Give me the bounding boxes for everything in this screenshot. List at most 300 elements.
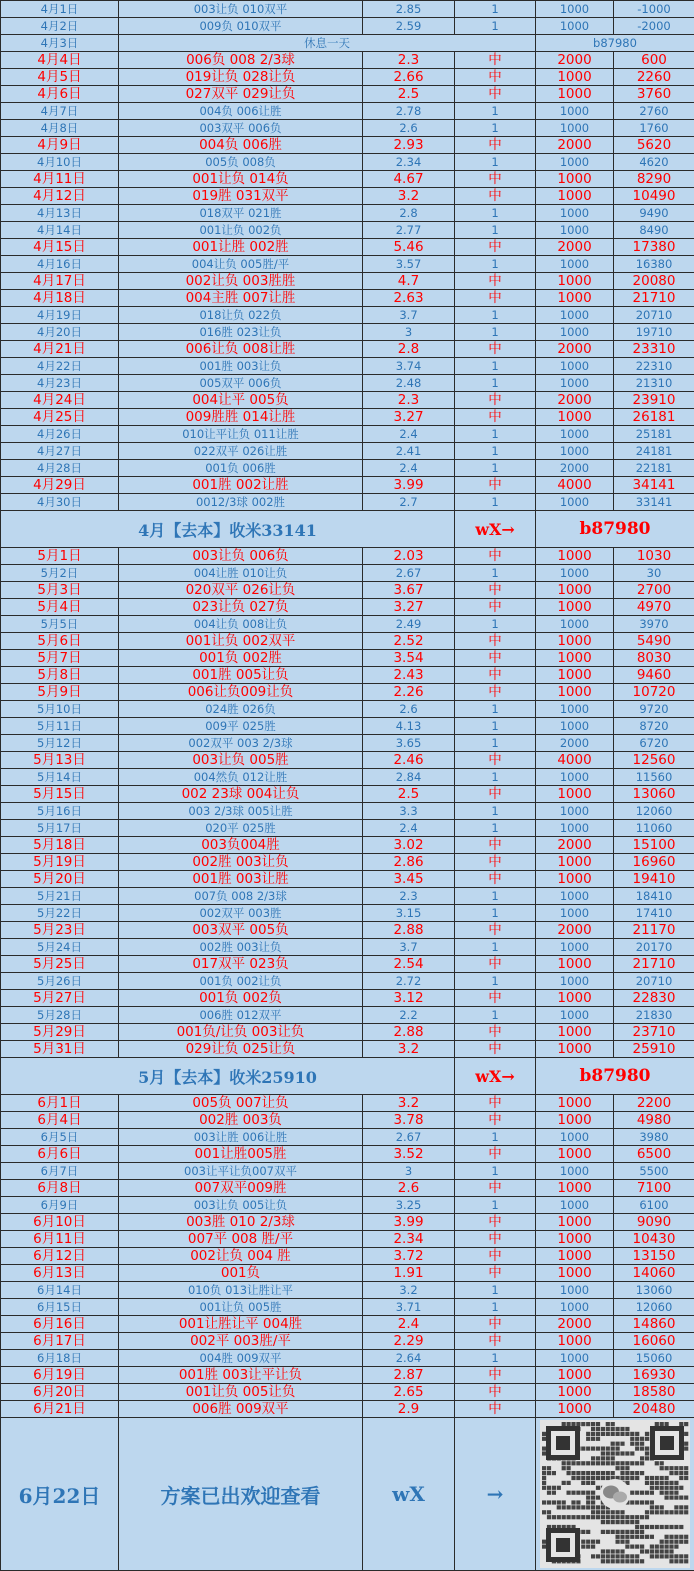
result-cell: 1 xyxy=(455,1163,536,1180)
stake-cell: 1000 xyxy=(536,307,614,324)
balance-cell: 8720 xyxy=(614,718,694,735)
result-cell: 1 xyxy=(455,565,536,582)
balance-cell: 21710 xyxy=(614,290,694,307)
balance-cell: 12560 xyxy=(614,752,694,769)
result-cell: 中 xyxy=(455,1333,536,1350)
stake-cell: 1000 xyxy=(536,1401,614,1418)
balance-cell: 3760 xyxy=(614,86,694,103)
date-cell: 5月17日 xyxy=(1,820,119,837)
pick-cell: 001让胜让平 004胜 xyxy=(119,1316,363,1333)
month-summary-row xyxy=(1,511,694,548)
balance-cell: 12060 xyxy=(614,1299,694,1316)
pick-cell: 007双平009胜 xyxy=(119,1180,363,1197)
pick-cell: 001负/让负 003让负 xyxy=(119,1024,363,1041)
odds-cell: 3.15 xyxy=(363,905,455,922)
date-cell: 5月26日 xyxy=(1,973,119,990)
result-cell: 1 xyxy=(455,1299,536,1316)
date-cell: 6月1日 xyxy=(1,1095,119,1112)
balance-cell: 9090 xyxy=(614,1214,694,1231)
result-cell: 1 xyxy=(455,426,536,443)
odds-cell: 3.02 xyxy=(363,837,455,854)
table-row xyxy=(1,735,694,752)
pick-cell: 001胜 005让负 xyxy=(119,667,363,684)
balance-cell: 33141 xyxy=(614,494,694,511)
stake-cell: 1000 xyxy=(536,820,614,837)
pick-cell: 002平 003胜/平 xyxy=(119,1333,363,1350)
odds-cell: 2.9 xyxy=(363,1401,455,1418)
pick-cell: 002让负 004 胜 xyxy=(119,1248,363,1265)
table-row xyxy=(1,667,694,684)
result-cell: 中 xyxy=(455,69,536,86)
table-row xyxy=(1,786,694,803)
balance-cell: 8290 xyxy=(614,171,694,188)
result-cell: 中 xyxy=(455,990,536,1007)
date-cell: 5月6日 xyxy=(1,633,119,650)
stake-cell: 1000 xyxy=(536,188,614,205)
qr-code-icon[interactable] xyxy=(540,1420,690,1568)
pick-cell: 001胜 002让胜 xyxy=(119,477,363,494)
pick-cell: 004主胜 007让胜 xyxy=(119,290,363,307)
result-cell: 1 xyxy=(455,256,536,273)
stake-cell: 1000 xyxy=(536,171,614,188)
odds-cell: 2.8 xyxy=(363,341,455,358)
result-cell: 1 xyxy=(455,1197,536,1214)
odds-cell: 3.52 xyxy=(363,1146,455,1163)
pick-cell: 010让平让负 011让胜 xyxy=(119,426,363,443)
table-row xyxy=(1,1231,694,1248)
balance-cell: 1760 xyxy=(614,120,694,137)
stake-cell: 1000 xyxy=(536,1007,614,1024)
odds-cell: 2.29 xyxy=(363,1333,455,1350)
stake-cell: 1000 xyxy=(536,565,614,582)
odds-cell: 2.2 xyxy=(363,1007,455,1024)
table-row xyxy=(1,1367,694,1384)
pick-cell: 001负 002负 xyxy=(119,990,363,1007)
pick-cell: 003双平 005负 xyxy=(119,922,363,939)
result-cell: 1 xyxy=(455,324,536,341)
balance-cell: 21310 xyxy=(614,375,694,392)
pick-cell: 004然负 012让胜 xyxy=(119,769,363,786)
stake-cell: 1000 xyxy=(536,1333,614,1350)
pick-cell: 004让负 005胜/平 xyxy=(119,256,363,273)
table-row xyxy=(1,171,694,188)
rest-day-row xyxy=(1,35,694,52)
stake-cell: 2000 xyxy=(536,922,614,939)
pick-cell: 029让负 025让负 xyxy=(119,1041,363,1058)
balance-cell: 20710 xyxy=(614,307,694,324)
table-row xyxy=(1,137,694,154)
stake-cell: 1000 xyxy=(536,871,614,888)
odds-cell: 4.13 xyxy=(363,718,455,735)
pick-cell: 003让胜 006让胜 xyxy=(119,1129,363,1146)
result-cell: 中 xyxy=(455,837,536,854)
stake-cell: 1000 xyxy=(536,905,614,922)
date-cell: 5月3日 xyxy=(1,582,119,599)
pick-cell: 004让胜 010让负 xyxy=(119,565,363,582)
odds-cell: 2.78 xyxy=(363,103,455,120)
balance-cell: 5490 xyxy=(614,633,694,650)
date-cell: 4月9日 xyxy=(1,137,119,154)
date-cell: 4月28日 xyxy=(1,460,119,477)
date-cell: 6月10日 xyxy=(1,1214,119,1231)
pick-cell: 002胜 003让负 xyxy=(119,939,363,956)
odds-cell: 3.67 xyxy=(363,582,455,599)
odds-cell: 3.2 xyxy=(363,1282,455,1299)
odds-cell: 3.25 xyxy=(363,1197,455,1214)
result-cell: 中 xyxy=(455,409,536,426)
balance-cell: 21710 xyxy=(614,956,694,973)
table-row xyxy=(1,1163,694,1180)
pick-cell: 003让平让负007双平 xyxy=(119,1163,363,1180)
month-summary-row xyxy=(1,1058,694,1095)
stake-cell: 1000 xyxy=(536,1041,614,1058)
date-cell: 5月1日 xyxy=(1,548,119,565)
stake-cell: 1000 xyxy=(536,154,614,171)
result-cell: 1 xyxy=(455,1350,536,1367)
date-cell: 4月10日 xyxy=(1,154,119,171)
table-row xyxy=(1,1282,694,1299)
balance-cell: 10430 xyxy=(614,1231,694,1248)
pick-cell: 009胜胜 014让胜 xyxy=(119,409,363,426)
stake-cell: 1000 xyxy=(536,1282,614,1299)
result-cell: 1 xyxy=(455,222,536,239)
date-cell: 6月12日 xyxy=(1,1248,119,1265)
balance-cell: 16060 xyxy=(614,1333,694,1350)
odds-cell: 3.78 xyxy=(363,1112,455,1129)
stake-cell: 1000 xyxy=(536,684,614,701)
odds-cell: 2.88 xyxy=(363,922,455,939)
summary-text xyxy=(1,1058,455,1095)
balance-cell: 18580 xyxy=(614,1384,694,1401)
pick-cell: 006胜 012双平 xyxy=(119,1007,363,1024)
balance-cell: 20480 xyxy=(614,1401,694,1418)
pick-cell: 0012/3球 002胜 xyxy=(119,494,363,511)
odds-cell: 2.67 xyxy=(363,1129,455,1146)
stake-cell: 4000 xyxy=(536,477,614,494)
balance-cell: 25181 xyxy=(614,426,694,443)
table-row xyxy=(1,922,694,939)
date-cell: 4月8日 xyxy=(1,120,119,137)
result-cell: 1 xyxy=(455,939,536,956)
pick-cell: 004让负 008让负 xyxy=(119,616,363,633)
stake-cell: 1000 xyxy=(536,1299,614,1316)
odds-cell: 2.84 xyxy=(363,769,455,786)
pick-cell: 001让负 014负 xyxy=(119,171,363,188)
pick-cell: 006让负 008让胜 xyxy=(119,341,363,358)
pick-cell: 001负 006胜 xyxy=(119,460,363,477)
table-row xyxy=(1,460,694,477)
pick-cell: 010负 013让胜让平 xyxy=(119,1282,363,1299)
date-cell: 6月7日 xyxy=(1,1163,119,1180)
date-cell: 5月16日 xyxy=(1,803,119,820)
result-cell: 1 xyxy=(455,120,536,137)
stake-cell: 2000 xyxy=(536,52,614,69)
stake-cell: 1000 xyxy=(536,973,614,990)
pick-cell: 002双平 003胜 xyxy=(119,905,363,922)
date-cell: 5月14日 xyxy=(1,769,119,786)
table-row xyxy=(1,616,694,633)
stake-cell: 1000 xyxy=(536,426,614,443)
summary-amount: 33141 xyxy=(261,520,317,540)
result-cell: 中 xyxy=(455,582,536,599)
result-cell: 中 xyxy=(455,1384,536,1401)
result-cell: 中 xyxy=(455,1367,536,1384)
result-cell: 中 xyxy=(455,477,536,494)
table-row xyxy=(1,494,694,511)
date-cell: 4月23日 xyxy=(1,375,119,392)
odds-cell: 3.54 xyxy=(363,650,455,667)
result-cell: 中 xyxy=(455,239,536,256)
date-cell: 4月7日 xyxy=(1,103,119,120)
summary-amount: 25910 xyxy=(261,1067,317,1087)
stake-cell: 2000 xyxy=(536,460,614,477)
pick-cell: 003让负 006负 xyxy=(119,548,363,565)
balance-cell: 19710 xyxy=(614,324,694,341)
result-cell: 1 xyxy=(455,701,536,718)
odds-cell: 2.46 xyxy=(363,752,455,769)
date-cell: 6月8日 xyxy=(1,1180,119,1197)
table-row xyxy=(1,871,694,888)
date-cell: 5月31日 xyxy=(1,1041,119,1058)
result-cell: 1 xyxy=(455,735,536,752)
odds-cell: 3 xyxy=(363,1163,455,1180)
date-cell: 4月4日 xyxy=(1,52,119,69)
odds-cell: 2.59 xyxy=(363,18,455,35)
date-cell: 4月11日 xyxy=(1,171,119,188)
result-cell: 中 xyxy=(455,1401,536,1418)
wx-label: wX→ xyxy=(455,1058,536,1095)
balance-cell: 6500 xyxy=(614,1146,694,1163)
announcement-text: 方案已出欢迎查看 xyxy=(119,1418,363,1571)
odds-cell: 2.4 xyxy=(363,820,455,837)
odds-cell: 2.93 xyxy=(363,137,455,154)
table-row xyxy=(1,752,694,769)
odds-cell: 3.99 xyxy=(363,1214,455,1231)
result-cell: 1 xyxy=(455,494,536,511)
balance-cell: 13060 xyxy=(614,786,694,803)
result-cell: 中 xyxy=(455,1041,536,1058)
odds-cell: 3.74 xyxy=(363,358,455,375)
next-date: 6月22日 xyxy=(1,1418,119,1571)
odds-cell: 2.6 xyxy=(363,701,455,718)
summary-label: 4月【去本】收米 xyxy=(138,520,262,540)
date-cell: 5月29日 xyxy=(1,1024,119,1041)
pick-cell: 004让平 005负 xyxy=(119,392,363,409)
odds-cell: 2.3 xyxy=(363,392,455,409)
odds-cell: 3.7 xyxy=(363,307,455,324)
date-cell: 5月7日 xyxy=(1,650,119,667)
pick-cell: 003让负 005让负 xyxy=(119,1197,363,1214)
balance-cell: 21170 xyxy=(614,922,694,939)
balance-cell: 4970 xyxy=(614,599,694,616)
pick-cell: 020平 025胜 xyxy=(119,820,363,837)
odds-cell: 2.5 xyxy=(363,786,455,803)
pick-cell: 027双平 029让负 xyxy=(119,86,363,103)
balance-cell: 21830 xyxy=(614,1007,694,1024)
date-cell: 5月28日 xyxy=(1,1007,119,1024)
result-cell: 1 xyxy=(455,769,536,786)
table-row xyxy=(1,1384,694,1401)
pick-cell: 006负 008 2/3球 xyxy=(119,52,363,69)
table-row xyxy=(1,565,694,582)
result-cell: 1 xyxy=(455,1129,536,1146)
stake-cell: 1000 xyxy=(536,494,614,511)
pick-cell: 001让胜 002胜 xyxy=(119,239,363,256)
odds-cell: 3.72 xyxy=(363,1248,455,1265)
stake-cell: 1000 xyxy=(536,633,614,650)
stake-cell: 1000 xyxy=(536,1,614,18)
pick-cell: 023让负 027负 xyxy=(119,599,363,616)
odds-cell: 3.45 xyxy=(363,871,455,888)
table-row xyxy=(1,837,694,854)
result-cell: 中 xyxy=(455,667,536,684)
odds-cell: 2.3 xyxy=(363,888,455,905)
result-cell: 1 xyxy=(455,803,536,820)
table-row xyxy=(1,854,694,871)
odds-cell: 2.43 xyxy=(363,667,455,684)
odds-cell: 2.26 xyxy=(363,684,455,701)
pick-cell: 004负 006让胜 xyxy=(119,103,363,120)
table-row xyxy=(1,548,694,565)
result-cell: 1 xyxy=(455,460,536,477)
balance-cell: 2200 xyxy=(614,1095,694,1112)
stake-cell: 2000 xyxy=(536,392,614,409)
table-row xyxy=(1,443,694,460)
table-row xyxy=(1,222,694,239)
pick-cell: 019胜 031双平 xyxy=(119,188,363,205)
table-row xyxy=(1,1146,694,1163)
stake-cell: 1000 xyxy=(536,616,614,633)
date-cell: 4月21日 xyxy=(1,341,119,358)
stake-cell: 1000 xyxy=(536,1095,614,1112)
pick-cell: 001胜 003让平让负 xyxy=(119,1367,363,1384)
balance-cell: 19410 xyxy=(614,871,694,888)
summary-label: 5月【去本】收米 xyxy=(138,1067,262,1087)
balance-cell: 2700 xyxy=(614,582,694,599)
date-cell: 4月20日 xyxy=(1,324,119,341)
table-row xyxy=(1,582,694,599)
date-cell: 5月11日 xyxy=(1,718,119,735)
stake-cell: 1000 xyxy=(536,990,614,1007)
odds-cell: 2.52 xyxy=(363,633,455,650)
date-cell: 4月30日 xyxy=(1,494,119,511)
date-cell: 4月12日 xyxy=(1,188,119,205)
table-row xyxy=(1,1095,694,1112)
table-row xyxy=(1,1401,694,1418)
odds-cell: 2.66 xyxy=(363,69,455,86)
date-cell: 5月8日 xyxy=(1,667,119,684)
table-row xyxy=(1,650,694,667)
pick-cell: 002 23球 004让负 xyxy=(119,786,363,803)
balance-cell: 14060 xyxy=(614,1265,694,1282)
odds-cell: 2.63 xyxy=(363,290,455,307)
table-row xyxy=(1,956,694,973)
date-cell: 4月17日 xyxy=(1,273,119,290)
pick-cell: 006胜 009双平 xyxy=(119,1401,363,1418)
odds-cell: 2.65 xyxy=(363,1384,455,1401)
stake-cell: 1000 xyxy=(536,69,614,86)
stake-cell: 1000 xyxy=(536,256,614,273)
table-row xyxy=(1,1,694,18)
odds-cell: 2.85 xyxy=(363,1,455,18)
result-cell: 中 xyxy=(455,86,536,103)
stake-cell: 2000 xyxy=(536,837,614,854)
balance-cell: 2760 xyxy=(614,103,694,120)
odds-cell: 2.5 xyxy=(363,86,455,103)
date-cell: 5月12日 xyxy=(1,735,119,752)
pick-cell: 001胜 003让负 xyxy=(119,358,363,375)
date-cell: 4月16日 xyxy=(1,256,119,273)
date-cell: 6月16日 xyxy=(1,1316,119,1333)
table-row xyxy=(1,375,694,392)
date-cell: 4月3日 xyxy=(1,35,119,52)
balance-cell: 16930 xyxy=(614,1367,694,1384)
balance-cell: 11560 xyxy=(614,769,694,786)
table-row xyxy=(1,803,694,820)
table-row xyxy=(1,1129,694,1146)
date-cell: 4月29日 xyxy=(1,477,119,494)
result-cell: 1 xyxy=(455,443,536,460)
odds-cell: 4.67 xyxy=(363,171,455,188)
result-cell: 1 xyxy=(455,103,536,120)
table-row xyxy=(1,905,694,922)
stake-cell: 1000 xyxy=(536,786,614,803)
stake-cell: 1000 xyxy=(536,803,614,820)
stake-cell: 1000 xyxy=(536,1265,614,1282)
pick-cell: 003 2/3球 005让胜 xyxy=(119,803,363,820)
balance-cell: 9720 xyxy=(614,701,694,718)
stake-cell: 1000 xyxy=(536,1384,614,1401)
balance-cell: 20710 xyxy=(614,973,694,990)
stake-cell: 1000 xyxy=(536,103,614,120)
balance-cell: -1000 xyxy=(614,1,694,18)
table-row xyxy=(1,69,694,86)
odds-cell: 3.71 xyxy=(363,1299,455,1316)
date-cell: 6月6日 xyxy=(1,1146,119,1163)
result-cell: 1 xyxy=(455,888,536,905)
result-cell: 中 xyxy=(455,171,536,188)
balance-cell: 23910 xyxy=(614,392,694,409)
date-cell: 6月5日 xyxy=(1,1129,119,1146)
balance-cell: 5500 xyxy=(614,1163,694,1180)
pick-cell: 004胜 009双平 xyxy=(119,1350,363,1367)
account-id: b87980 xyxy=(536,35,694,52)
pick-cell: 001负 xyxy=(119,1265,363,1282)
odds-cell: 3.2 xyxy=(363,188,455,205)
stake-cell: 1000 xyxy=(536,769,614,786)
table-row xyxy=(1,599,694,616)
balance-cell: 14860 xyxy=(614,1316,694,1333)
announcement-row xyxy=(1,1418,694,1571)
table-row xyxy=(1,52,694,69)
stake-cell: 2000 xyxy=(536,341,614,358)
balance-cell: 17410 xyxy=(614,905,694,922)
date-cell: 4月6日 xyxy=(1,86,119,103)
stake-cell: 1000 xyxy=(536,1129,614,1146)
balance-cell: 4620 xyxy=(614,154,694,171)
date-cell: 6月13日 xyxy=(1,1265,119,1282)
balance-cell: 10720 xyxy=(614,684,694,701)
date-cell: 4月25日 xyxy=(1,409,119,426)
balance-cell: 22310 xyxy=(614,358,694,375)
result-cell: 中 xyxy=(455,786,536,803)
date-cell: 5月4日 xyxy=(1,599,119,616)
result-cell: 中 xyxy=(455,1248,536,1265)
pick-cell: 006让负009让负 xyxy=(119,684,363,701)
balance-cell: 4980 xyxy=(614,1112,694,1129)
stake-cell: 1000 xyxy=(536,120,614,137)
odds-cell: 4.7 xyxy=(363,273,455,290)
